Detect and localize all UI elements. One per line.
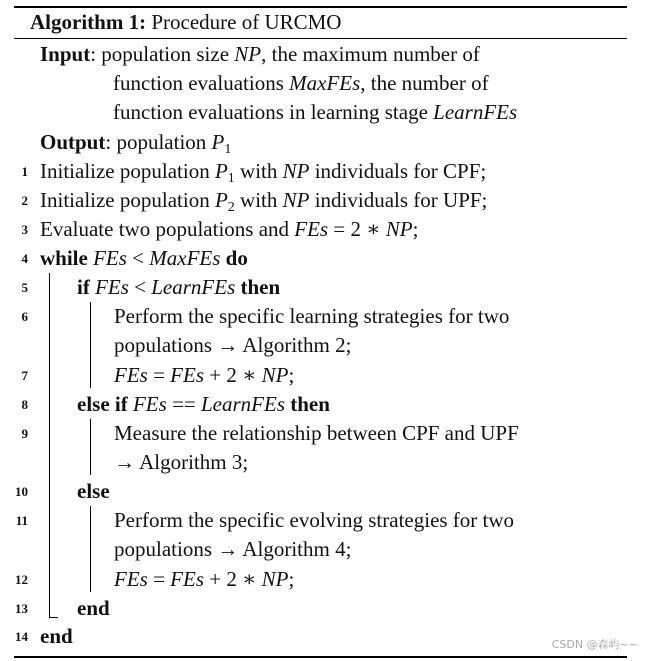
algo-line-5: if FEs < LearnFEs then xyxy=(77,275,281,299)
line-number: 12 xyxy=(15,572,28,587)
algo-line-9a: Measure the relationship between CPF and UPF xyxy=(114,421,519,445)
algo-line-1: Initialize population $P_1$ with NP individuals for CPF; xyxy=(40,159,487,186)
bottom-rule xyxy=(14,656,627,658)
else-if-block-bar xyxy=(90,419,91,475)
caption-label: Algorithm 1: xyxy=(30,10,147,34)
line-number: 14 xyxy=(15,629,28,644)
line-number: 9 xyxy=(21,426,28,441)
algo-line-11b: populations → Algorithm 4; xyxy=(114,537,352,561)
algo-line-10: else xyxy=(77,479,110,503)
line-number: 6 xyxy=(21,309,28,324)
line-number: 3 xyxy=(21,222,28,237)
if-block-bar xyxy=(90,302,91,388)
algo-line-13: end xyxy=(77,596,110,620)
algo-line-11a: Perform the specific evolving strategies for two xyxy=(114,508,515,532)
algo-line-6a: Perform the specific learning strategies for two xyxy=(114,304,510,328)
line-number: 4 xyxy=(21,251,28,266)
line-number: 1 xyxy=(21,164,28,179)
watermark: CSDN @森屿~~ xyxy=(551,638,638,651)
algo-line-14: end xyxy=(40,624,73,648)
caption-rule xyxy=(14,38,627,39)
caption-title: Procedure of URCMO xyxy=(151,10,342,34)
line-number: 2 xyxy=(21,193,28,208)
algo-line-8: else if FEs == LearnFEs then xyxy=(77,392,330,416)
input-line-1: Input: population size NP, the maximum number of xyxy=(40,42,480,66)
line-number: 11 xyxy=(15,513,28,528)
algo-line-9b: → Algorithm 3; xyxy=(114,450,249,474)
line-number: 8 xyxy=(21,397,28,412)
else-block-bar xyxy=(90,506,91,592)
algo-line-2: Initialize population $P_2$ with NP individuals for UPF; xyxy=(40,188,488,215)
algo-line-6b: populations → Algorithm 2; xyxy=(114,333,352,357)
algo-line-12: FEs = FEs + 2 ∗ NP; xyxy=(114,567,295,591)
line-number: 10 xyxy=(15,484,28,499)
line-number: 7 xyxy=(21,368,28,383)
line-number: 13 xyxy=(15,601,28,616)
while-block-bar xyxy=(49,273,50,617)
output-line: Output: population $P_1$ xyxy=(40,130,232,157)
algorithm-caption xyxy=(30,7,341,37)
while-block-tick xyxy=(49,617,58,618)
algo-line-7: FEs = FEs + 2 ∗ NP; xyxy=(114,363,295,387)
algo-line-4: while FEs < MaxFEs do xyxy=(40,246,248,270)
input-line-3: function evaluations in learning stage LearnFEs xyxy=(113,100,518,124)
algo-line-3: Evaluate two populations and FEs = 2 ∗ NP; xyxy=(40,217,419,241)
line-number: 5 xyxy=(21,280,28,295)
input-line-2: function evaluations MaxFEs, the number of xyxy=(113,71,489,95)
